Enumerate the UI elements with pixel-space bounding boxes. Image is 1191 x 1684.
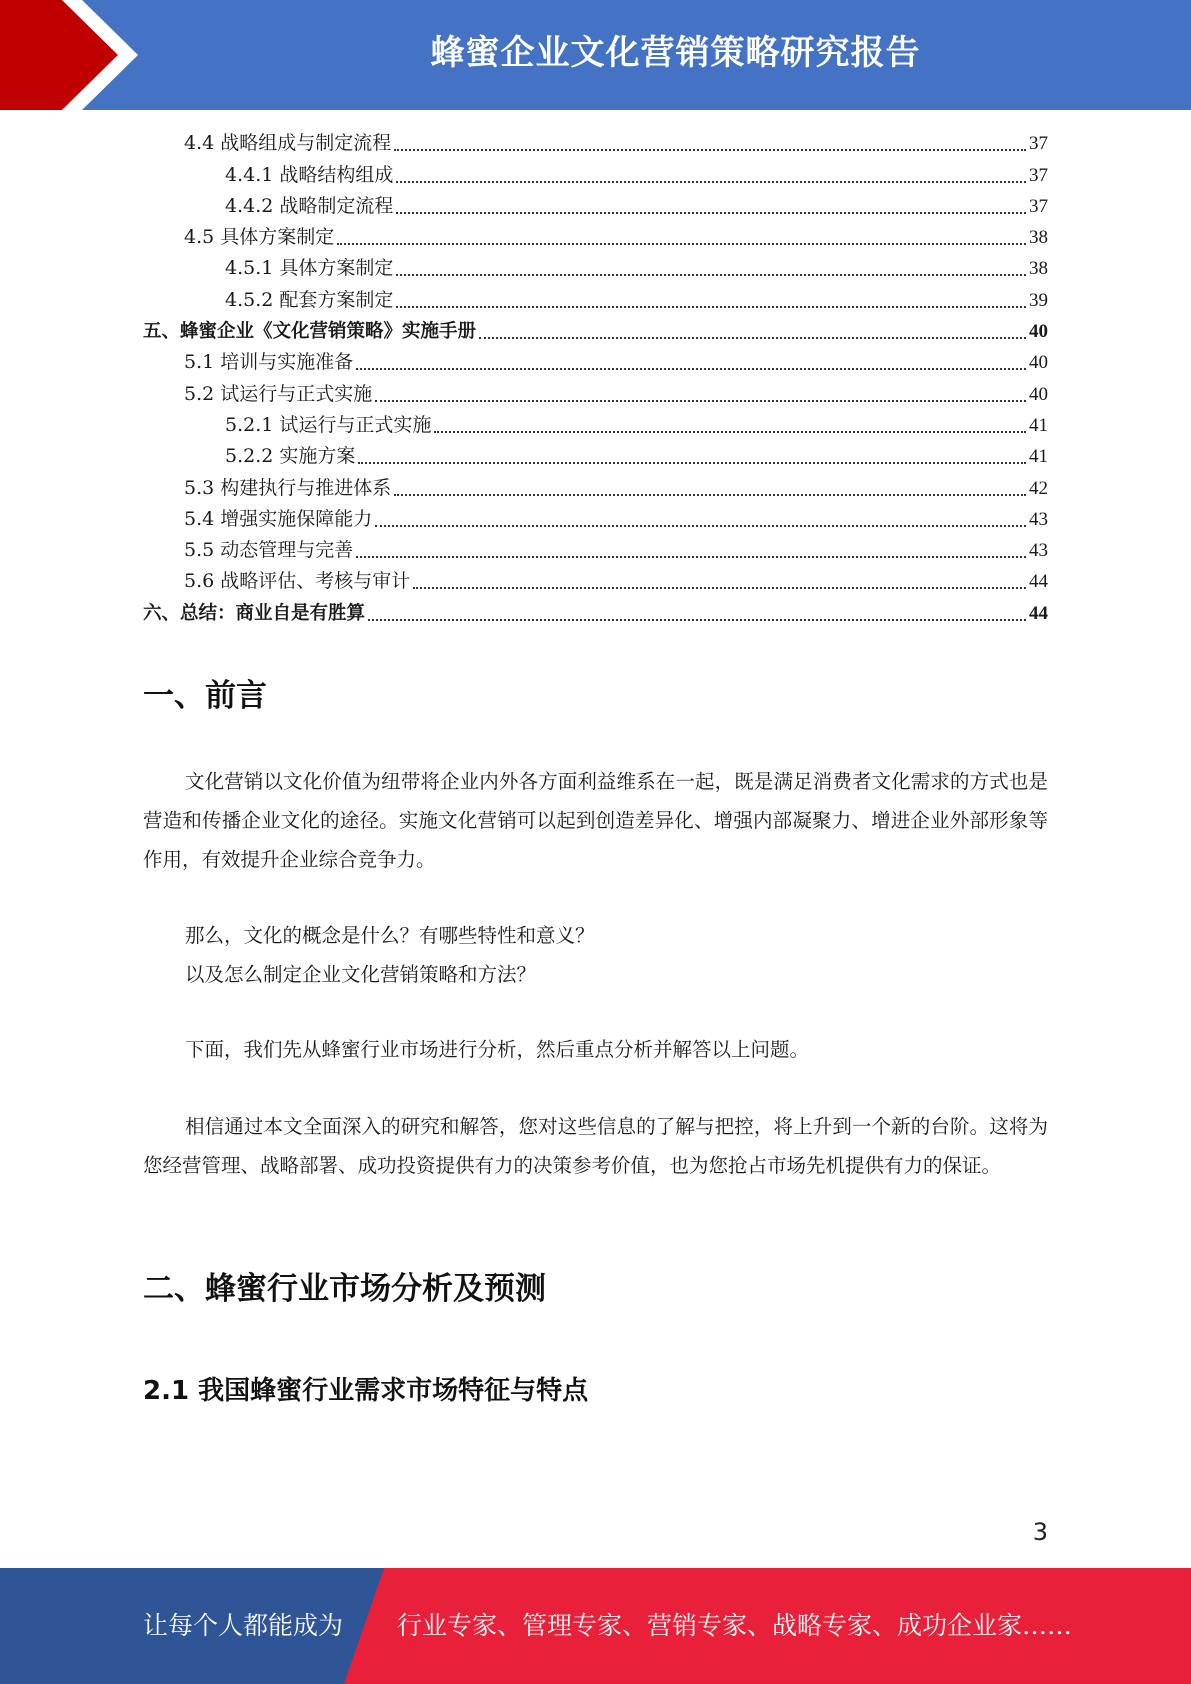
toc-leader-dots xyxy=(396,306,1026,308)
toc-entry-page: 40 xyxy=(1029,321,1048,343)
toc-entry-page: 38 xyxy=(1029,227,1048,249)
toc-leader-dots xyxy=(356,556,1026,558)
subsection-heading-2-1: 2.1 我国蜂蜜行业需求市场特征与特点 xyxy=(143,1376,589,1406)
footer-slogan-left: 让每个人都能成为 xyxy=(143,1611,344,1640)
toc-leader-dots xyxy=(375,525,1026,527)
toc-entry-title: 4.4.1 战略结构组成 xyxy=(225,160,396,191)
toc-entry-title: 4.5.2 配套方案制定 xyxy=(225,285,396,316)
arrow-chevron-icon xyxy=(0,0,160,110)
toc-entry-page: 42 xyxy=(1029,477,1048,499)
table-of-contents xyxy=(143,128,1048,629)
toc-entry[interactable] xyxy=(143,410,1048,441)
toc-leader-dots xyxy=(413,587,1026,589)
toc-entry-page: 39 xyxy=(1029,289,1048,311)
toc-entry[interactable] xyxy=(143,253,1048,284)
toc-entry-title: 5.5 动态管理与完善 xyxy=(184,535,356,566)
preface-question-2: 以及怎么制定企业文化营销策略和方法？ xyxy=(185,963,537,986)
section-heading-preface: 一、前言 xyxy=(143,678,267,714)
report-title: 蜂蜜企业文化营销策略研究报告 xyxy=(430,33,921,73)
toc-entry-page: 43 xyxy=(1029,540,1048,562)
toc-entry[interactable] xyxy=(143,159,1048,190)
toc-leader-dots xyxy=(434,431,1026,433)
section-heading-market: 二、蜂蜜行业市场分析及预测 xyxy=(143,1271,546,1307)
preface-intro-line: 下面，我们先从蜂蜜行业市场进行分析，然后重点分析并解答以上问题。 xyxy=(185,1038,810,1061)
toc-entry[interactable] xyxy=(143,128,1048,159)
toc-leader-dots xyxy=(358,462,1026,464)
toc-entry-page: 37 xyxy=(1029,195,1048,217)
footer-banner xyxy=(0,1568,1191,1684)
toc-entry-page: 44 xyxy=(1029,602,1048,624)
toc-entry-title: 4.5.1 具体方案制定 xyxy=(225,253,396,284)
toc-entry-title: 5.2.2 实施方案 xyxy=(225,441,358,472)
toc-entry-title: 5.6 战略评估、考核与审计 xyxy=(184,566,413,597)
toc-entry[interactable] xyxy=(143,566,1048,597)
toc-entry-title: 5.2.1 试运行与正式实施 xyxy=(225,410,434,441)
footer-slogan-right: 行业专家、管理专家、营销专家、战略专家、成功企业家…… xyxy=(397,1611,1073,1640)
toc-entry-title: 4.4.2 战略制定流程 xyxy=(225,191,396,222)
toc-entry-title: 4.4 战略组成与制定流程 xyxy=(184,128,394,159)
toc-entry-page: 43 xyxy=(1029,508,1048,530)
toc-entry-page: 41 xyxy=(1029,414,1048,436)
toc-entry[interactable] xyxy=(143,472,1048,503)
toc-entry[interactable] xyxy=(143,504,1048,535)
toc-entry-page: 37 xyxy=(1029,164,1048,186)
toc-entry-page: 40 xyxy=(1029,383,1048,405)
toc-entry[interactable] xyxy=(143,535,1048,566)
toc-entry-title: 4.5 具体方案制定 xyxy=(184,222,337,253)
toc-leader-dots xyxy=(394,149,1026,151)
toc-entry[interactable] xyxy=(143,347,1048,378)
toc-entry-page: 44 xyxy=(1029,571,1048,593)
toc-leader-dots xyxy=(337,243,1026,245)
preface-paragraph-1: 文化营销以文化价值为纽带将企业内外各方面利益维系在一起，既是满足消费者文化需求的方式也是营造和传播企业文化的途径。实施文化营销可以起到创造差异化、增强内部凝聚力、增进企业外部形象等作用，有效提升企业综合竞争力。 xyxy=(143,770,1048,871)
preface-question-1: 那么，文化的概念是什么？有哪些特性和意义？ xyxy=(185,924,595,947)
toc-entry-title: 六、总结：商业自是有胜算 xyxy=(143,598,368,629)
toc-entry[interactable] xyxy=(143,191,1048,222)
toc-entry[interactable] xyxy=(143,284,1048,315)
toc-leader-dots xyxy=(356,368,1026,370)
toc-entry-page: 41 xyxy=(1029,446,1048,468)
toc-entry[interactable] xyxy=(143,378,1048,409)
page-number: 3 xyxy=(1032,1518,1048,1546)
toc-leader-dots xyxy=(479,337,1026,339)
toc-entry-page: 38 xyxy=(1029,258,1048,280)
toc-entry[interactable] xyxy=(143,222,1048,253)
toc-entry-chapter[interactable] xyxy=(143,597,1048,628)
toc-leader-dots xyxy=(396,212,1026,214)
toc-entry-page: 37 xyxy=(1029,133,1048,155)
toc-leader-dots xyxy=(375,400,1026,402)
toc-entry[interactable] xyxy=(143,441,1048,472)
toc-entry-title: 5.3 构建执行与推进体系 xyxy=(184,473,394,504)
toc-entry-chapter[interactable] xyxy=(143,316,1048,347)
toc-entry-title: 5.1 培训与实施准备 xyxy=(184,347,356,378)
toc-leader-dots xyxy=(368,619,1026,621)
toc-entry-title: 五、蜂蜜企业《文化营销策略》实施手册 xyxy=(143,316,479,347)
toc-leader-dots xyxy=(396,274,1026,276)
header-banner xyxy=(0,0,1191,110)
toc-leader-dots xyxy=(394,494,1026,496)
toc-leader-dots xyxy=(396,181,1026,183)
toc-entry-title: 5.4 增强实施保障能力 xyxy=(184,504,375,535)
toc-entry-title: 5.2 试运行与正式实施 xyxy=(184,379,375,410)
preface-paragraph-2: 相信通过本文全面深入的研究和解答，您对这些信息的了解与把控，将上升到一个新的台阶。这将为您经营管理、战略部署、成功投资提供有力的决策参考价值，也为您抢占市场先机提供有力的保证。 xyxy=(143,1115,1048,1177)
toc-entry-page: 40 xyxy=(1029,352,1048,374)
